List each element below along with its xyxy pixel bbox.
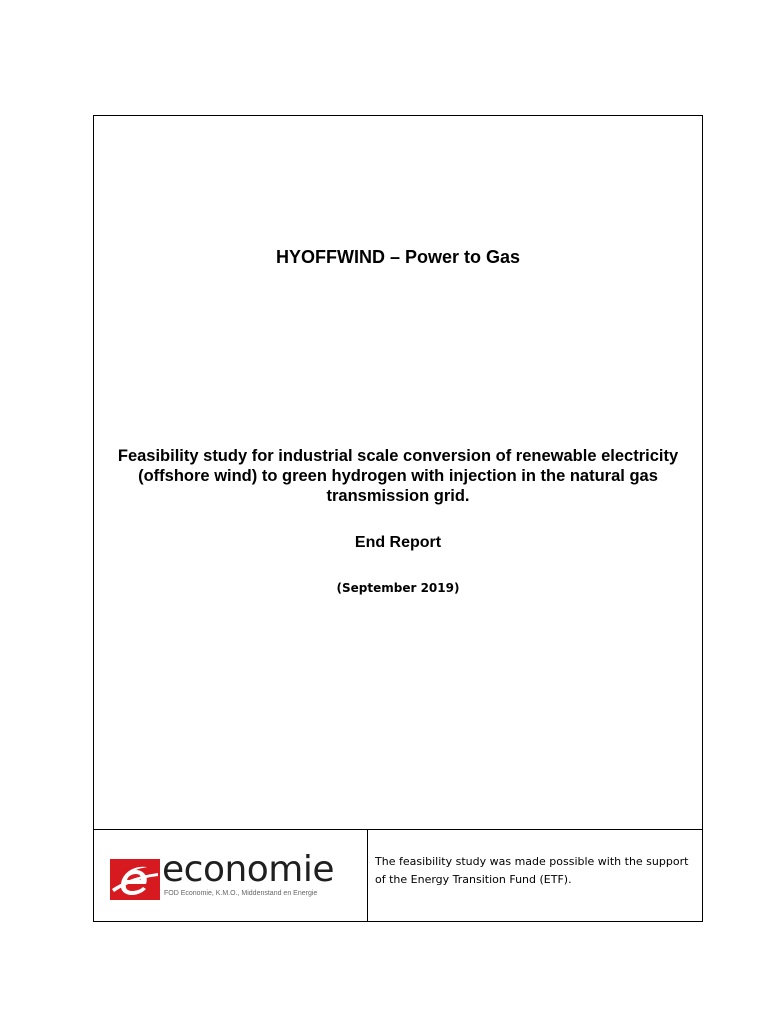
cover-frame	[93, 115, 703, 922]
document-title: HYOFFWIND – Power to Gas	[275, 247, 521, 267]
economie-e-logo-icon	[110, 859, 160, 900]
economie-logo	[110, 849, 342, 900]
cover-footer	[94, 830, 702, 921]
funding-note: The feasibility study was made possible with the support of the Energy Transition Fund (ETF).	[375, 855, 689, 886]
cover-main-panel	[94, 116, 702, 830]
logo-cell	[94, 830, 368, 921]
report-date: (September 2019)	[336, 581, 460, 595]
logo-tagline: FOD Economie, K.M.O., Middenstand en Energie	[164, 890, 318, 897]
report-type: End Report	[354, 534, 442, 551]
note-cell	[368, 830, 702, 921]
logo-wordmark: economie	[162, 849, 335, 890]
document-subtitle: Feasibility study for industrial scale conversion of renewable electricity (offshore wind) to green hydrogen with injection in the natural gas transmission grid.	[117, 447, 679, 505]
